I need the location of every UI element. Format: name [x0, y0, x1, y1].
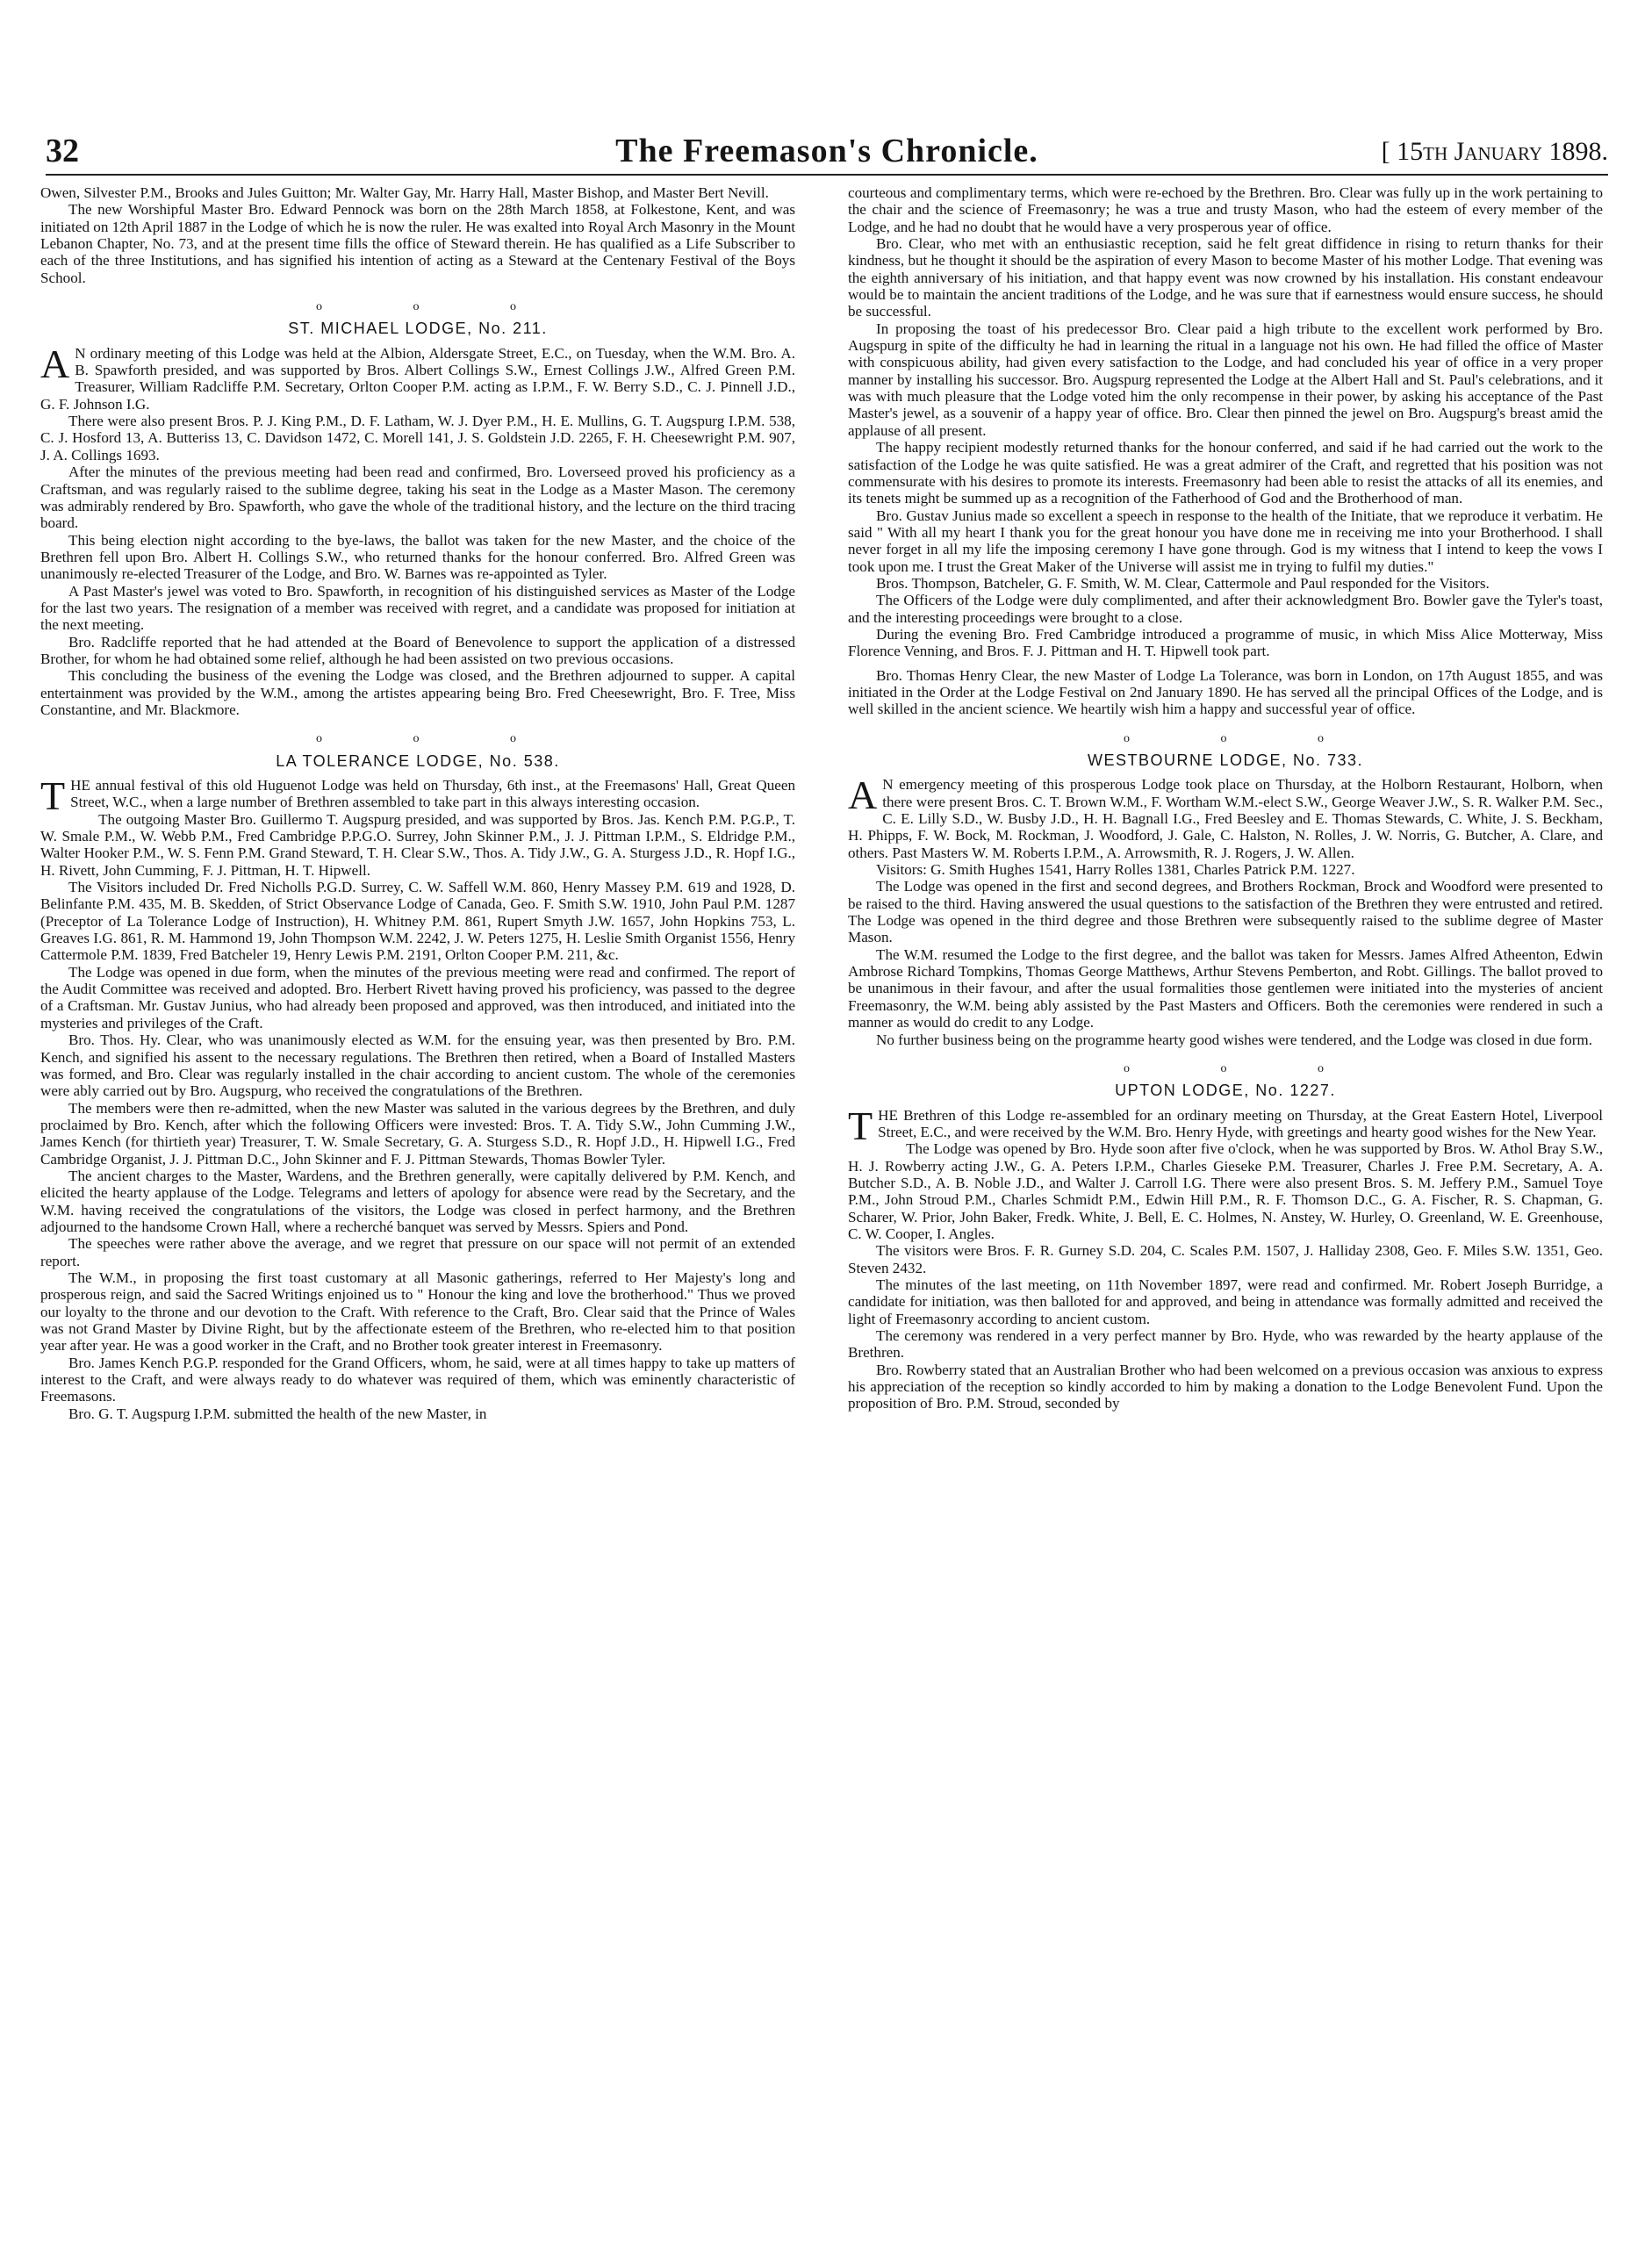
- paragraph-text: N ordinary meeting of this Lodge was held at the Albion, Aldersgate Street, E.C., on Tuesday, when the W.M. Bro. A. B. Spawforth presided, and was supported by Bros. Albert Collings S.W., Ernest Collings J.W., Alfred Green P.M. Treasurer, William Radcliffe P.M. Secretary, Orlton Cooper P.M. acting as I.P.M., F. W. Berry S.D., C. J. Pinnell J.D., G. F. Johnson I.G.: [40, 344, 795, 413]
- paragraph: The Lodge was opened in due form, when the minutes of the previous meeting were read and confirmed. The report of the Audit Committee was received and adopted. Bro. Herbert Rivett having proved his proficiency, was passed to the degree of a Craftsman. Mr. Gustav Junius, who had already been proposed and approved, was then introduced, and initiated into the mysteries and privileges of the Craft.: [40, 963, 795, 1031]
- drop-cap: T: [40, 773, 66, 818]
- paragraph: The outgoing Master Bro. Guillermo T. Augspurg presided, and was supported by Bros. Jas. Kench P.M. P.G.P., T. W. Smale P.M., W. Webb P.M., Fred Cambridge P.P.G.O. Surrey, John Skinner P.M., J. J. Pittman I.P.M., S. Eldridge P.M., Walter Hooker P.M., W. S. Fenn P.M. Grand Steward, T. H. Clear S.W., Thos. A. Tidy J.W., G. A. Sturgess J.D., R. Hopf I.G., H. Rivett, John Cumming, F. J. Pittman, H. T. Hipwell.: [40, 810, 795, 879]
- journal-title: The Freemason's Chronicle.: [615, 133, 1038, 169]
- paragraph-lead: [848, 773, 1603, 861]
- paragraph: A Past Master's jewel was voted to Bro. Spawforth, in recognition of his distinguished services as Master of the Lodge for the last two years. The resignation of a member was received with regret, and a candidate was proposed for initiation at the next meeting.: [40, 582, 795, 634]
- right-column: [848, 184, 1603, 1412]
- paragraph: The speeches were rather above the average, and we regret that pressure on our space will not permit of an extended report.: [40, 1235, 795, 1269]
- paragraph: The Officers of the Lodge were duly complimented, and after their acknowledgment Bro. Bowler gave the Tyler's toast, and the interesting proceedings were brought to a close.: [848, 592, 1603, 626]
- paragraph: This being election night according to the bye-laws, the ballot was taken for the new Master, and the choice of the Brethren fell upon Bro. Albert H. Collings S.W., who returned thanks for the honour conferred. Bro. Alfred Green was unanimously re-elected Treasurer of the Lodge, and Bro. W. Barnes was re-appointed as Tyler.: [40, 531, 795, 583]
- paragraph: The Lodge was opened by Bro. Hyde soon after five o'clock, when he was supported by Bros. W. Athol Bray S.W., H. J. Rowberry acting J.W., G. A. Peters I.P.M., Charles Gieseke P.M. Treasurer, Charles J. Free P.M. Secretary, A. A. Butcher S.D., A. B. Noble J.D., and Walter J. Carroll I.G. There were also present Bros. S. M. Jeffery P.M., Samuel Toye P.M., John Stroud P.M., Charles Schmidt P.M., Edwin Hill P.M., R. F. Thomson D.C., G. A. Fischer, R. S. Chapman, G. Scharer, W. Prior, John Baker, Fredk. White, J. Bell, E. C. Holmes, N. Anstey, W. Hurley, O. Greenland, W. E. Greenhouse, C. W. Cooper, I. Angles.: [848, 1140, 1603, 1242]
- paragraph: This concluding the business of the evening the Lodge was closed, and the Brethren adjourned to supper. A capital entertainment was provided by the W.M., among the artistes appearing being Bro. Fred Cheesewright, Bro. F. Tree, Miss Constantine, and Mr. Blackmore.: [40, 667, 795, 718]
- paragraph: The Visitors included Dr. Fred Nicholls P.G.D. Surrey, C. W. Saffell W.M. 860, Henry Massey P.M. 619 and 1928, D. Belinfante P.M. 435, M. B. Skedden, of Strict Observance Lodge of Canada, Geo. F. Smith S.W. 1910, John Paul P.M. 1287 (Preceptor of La Tolerance Lodge of Instruction), H. Whitney P.M. 861, Rupert Smyth J.W. 1657, John Hopkins 753, L. Greaves I.G. 861, R. M. Hammond 19, John Thompson W.M. 2242, J. W. Peters 1275, H. Leslie Smith Organist 1556, Henry Cattermole P.M. 1839, Fred Batcheler 19, Henry Lewis P.M. 2191, Orlton Cooper P.M. 211, &c.: [40, 879, 795, 964]
- paragraph: The members were then re-admitted, when the new Master was saluted in the various degrees by the Brethren, and duly proclaimed by Bro. Kench, after which the following Officers were invested: Bros. T. A. Tidy S.W., John Cumming J.W., James Kench (for thirtieth year) Treasurer, T. W. Smale Secretary, G. A. Sturgess S.D., R. Hopf J.D., H. Hipwell I.G., Fred Cambridge Organist, J. J. Pittman D.C., John Skinner and F. J. Pittman Stewards, Thomas Bowler Tyler.: [40, 1099, 795, 1168]
- paragraph-lead: [40, 341, 795, 413]
- section-heading-la-tolerance: LA TOLERANCE LODGE, No. 538.: [276, 751, 560, 770]
- section-heading-upton: UPTON LODGE, No. 1227.: [1115, 1082, 1336, 1100]
- paragraph: Bro. Thomas Henry Clear, the new Master of Lodge La Tolerance, was born in London, on 17th August 1855, and was initiated in the Order at the Lodge Festival on 2nd January 1890. He has served all the principal Offices of the Lodge, and is well skilled in the ancient science. We heartily wish him a happy and successful year of office.: [848, 666, 1603, 718]
- paragraph: Bro. Rowberry stated that an Australian Brother who had been welcomed on a previous occasion was anxious to express his appreciation of the reception so kindly accorded to him by making a donation to the Lodge Benevolent Fund. Upon the proposition of Bro. P.M. Stroud, seconded by: [848, 1361, 1603, 1412]
- paragraph: Bros. Thompson, Batcheler, G. F. Smith, W. M. Clear, Cattermole and Paul responded for the Visitors.: [876, 574, 1490, 592]
- paragraph: Bro. Thos. Hy. Clear, who was unanimously elected as W.M. for the ensuing year, was then presented by Bro. P.M. Kench, and signified his assent to the necessary regulations. The Brethren then retired, when a Board of Installed Masters was formed, and Bro. Clear was regularly installed in the chair according to ancient custom. The whole of the ceremonies were ably carried out by Bro. Augspurg, who received the congratulations of the Brethren.: [40, 1031, 795, 1100]
- paragraph: Bro. Radcliffe reported that he had attended at the Board of Benevolence to support the application of a distressed Brother, for whom he had obtained some relief, although he had been assisted on two previous occasions.: [40, 633, 795, 667]
- paragraph: In proposing the toast of his predecessor Bro. Clear paid a high tribute to the excellent work performed by Bro. Augspurg in spite of the difficulty he had in learning the ritual in a language not his own. He had filled the office of Master with conspicuous ability, had given every satisfaction to the Lodge, and had concluded his year of office in a very proper manner by installing his successor. Bro. Augspurg represented the Lodge at the Albert Hall and St. Paul's celebrations, and it was with much pleasure that the Lodge voted him the only recompense in their power, by asking his acceptance of the Past Master's jewel, as a souvenir of a happy year of office. Bro. Clear then pinned the jewel on Bro. Augspurg's breast amid the applause of all present.: [848, 320, 1603, 439]
- paragraph: The minutes of the last meeting, on 11th November 1897, were read and confirmed. Mr. Robert Joseph Burridge, a candidate for initiation, was then balloted for and approved, and being in attendance was formally admitted and received the light of Freemasonry according to ancient custom.: [848, 1276, 1603, 1327]
- paragraph-text: HE annual festival of this old Huguenot Lodge was held on Thursday, 6th inst., at the Freemasons' Hall, Great Queen Street, W.C., when a large number of Brethren assembled to take part in this always interesting occasion.: [70, 777, 795, 811]
- paragraph: Bro. Clear, who met with an enthusiastic reception, said he felt great diffidence in rising to return thanks for their kindness, but he thought it should be the aspiration of every Mason to become Master of his mother Lodge. That evening was the eighth anniversary of his initiation, and that happy event was now crowned by his installation. His constant endeavour would be to maintain the ancient traditions of the Lodge, and he was sure that if earnestness would ensure success, he should be successful.: [848, 235, 1603, 320]
- drop-cap: A: [40, 341, 70, 386]
- paragraph-lead: [848, 1103, 1603, 1148]
- paragraph-text: N emergency meeting of this prosperous Lodge took place on Thursday, at the Holborn Restaurant, Holborn, when there were present Bros. C. T. Brown W.M., F. Wortham W.M.-elect S.W., George Weaver J.W., S. R. Walker P.M. Sec., C. E. Lilly S.D., W. Busby J.D., H. H. Bagnall I.G., Fred Beesley and E. Thomas Stewards, C. White, J. S. Beckham, H. Phipps, F. W. Bock, M. Rockman, J. Woodford, J. Gale, C. Halston, N. Rolles, J. W. Norris, G. Butcher, A. Clare, and others. Past Masters W. M. Roberts I.P.M., A. Arrowsmith, R. J. Rogers, J. W. Allen.: [848, 776, 1603, 861]
- drop-cap: A: [848, 773, 878, 818]
- paragraph: Bro. Gustav Junius made so excellent a speech in response to the health of the Initiate, that we reproduce it verbatim. He said " With all my heart I thank you for the great honour you have done me in receiving me into your Brotherhood. I shall never forget in all my life the imposing ceremony I have gone through. God is my witness that I intend to keep the vows I took upon me. I trust the Great Maker of the Universe will assist me in trying to fulfil my duties.": [848, 507, 1603, 575]
- paragraph: During the evening Bro. Fred Cambridge introduced a programme of music, in which Miss Alice Motterway, Miss Florence Venning, and Bros. F. J. Pittman and H. T. Hipwell took part.: [848, 625, 1603, 660]
- paragraph: courteous and complimentary terms, which were re-echoed by the Brethren. Bro. Clear was fully up in the work pertaining to the chair and the science of Freemasonry; he was a true and trusty Mason, who had the esteem of every member of the Lodge, and he had no doubt that he would have a very prosperous year of office.: [848, 184, 1603, 235]
- issue-date: [ 15th January 1898.: [1381, 137, 1608, 166]
- section-separator: o o o: [316, 300, 560, 314]
- section-separator: o o o: [1124, 731, 1368, 745]
- section-separator: o o o: [1124, 1061, 1368, 1075]
- paragraph: There were also present Bros. P. J. King P.M., D. F. Latham, W. J. Dyer P.M., H. E. Mullins, G. T. Augspurg I.P.M. 538, C. J. Hosford 13, A. Butteriss 13, C. Davidson 1472, C. Morell 141, J. S. Goldstein J.D. 2265, F. H. Cheesewright P.M. 907, J. A. Collings 1693.: [40, 413, 795, 464]
- left-column: [40, 184, 795, 1422]
- paragraph: Bro. James Kench P.G.P. responded for the Grand Officers, whom, he said, were at all times happy to take up matters of interest to the Craft, and were always ready to do whatever was required of them, which was eminently characteristic of Freemasons.: [40, 1354, 795, 1405]
- paragraph: Bro. G. T. Augspurg I.P.M. submitted the health of the new Master, in: [68, 1405, 487, 1422]
- paragraph: The happy recipient modestly returned thanks for the honour conferred, and said if he had carried out the work to the satisfaction of the Lodge he was quite satisfied. He was a great admirer of the Craft, and regretted that his position was not commensurate with his desires to promote its interests. Freemasonry had been able to resist the attacks of all its enemies, and its tenets might be summed up as a recognition of the Fatherhood of God and the Brotherhood of man.: [848, 439, 1603, 507]
- masthead: [46, 132, 1608, 176]
- paragraph-lead: [40, 773, 795, 818]
- section-heading-st-michael: ST. MICHAEL LODGE, No. 211.: [288, 320, 548, 338]
- paragraph: The W.M. resumed the Lodge to the first degree, and the ballot was taken for Messrs. James Alfred Atheenton, Edwin Ambrose Richard Tompkins, Thomas George Matthews, Arthur Stevens Pemberton, and Robt. Gillings. The ballot proved to be unanimous in their favour, and after the usual formalities those gentlemen were initiated into the mysteries of ancient Freemasonry, the W.M. being ably assisted by the Past Masters and Officers. Both the ceremonies were rendered in such a manner as would do credit to any Lodge.: [848, 945, 1603, 1031]
- paragraph: The visitors were Bros. F. R. Gurney S.D. 204, C. Scales P.M. 1507, J. Halliday 2308, Geo. F. Miles S.W. 1351, Geo. Steven 2432.: [848, 1242, 1603, 1276]
- paragraph-text: HE Brethren of this Lodge re-assembled for an ordinary meeting on Thursday, at the Great Eastern Hotel, Liverpool Street, E.C., and were received by the W.M. Bro. Henry Hyde, with greetings and hearty good wishes for the New Year.: [878, 1106, 1603, 1140]
- drop-cap: T: [848, 1103, 873, 1148]
- paragraph: The new Worshipful Master Bro. Edward Pennock was born on the 28th March 1858, at Folkestone, Kent, and was initiated on 12th April 1887 in the Lodge of which he is now the ruler. He was exalted into Royal Arch Masonry in the Mount Lebanon Chapter, No. 73, and at the present time fills the office of Steward therein. He has qualified as a Life Subscriber to each of the three Institutions, and has signified his intention of acting as a Steward at the Centenary Festival of the Boys School.: [40, 201, 795, 286]
- paragraph: After the minutes of the previous meeting had been read and confirmed, Bro. Loverseed proved his proficiency as a Craftsman, and was regularly raised to the sublime degree, taking his seat in the Lodge as a Master Mason. The ceremony was admirably rendered by Bro. Spawforth, who gave the whole of the traditional history, and the lecture on the third tracing board.: [40, 464, 795, 532]
- paragraph: The Lodge was opened in the first and second degrees, and Brothers Rockman, Brock and Woodford were presented to be raised to the third. Having answered the usual questions to the satisfaction of the Brethren they were entrusted and retired. The Lodge was opened in the third degree and those Brethren were subsequently raised to the sublime degree of Master Mason.: [848, 878, 1603, 946]
- section-separator: o o o: [316, 732, 560, 746]
- paragraph: The ceremony was rendered in a very perfect manner by Bro. Hyde, who was rewarded by the hearty applause of the Brethren.: [848, 1327, 1603, 1362]
- paragraph: The ancient charges to the Master, Wardens, and the Brethren generally, were capitally delivered by P.M. Kench, and elicited the hearty applause of the Lodge. Telegrams and letters of apology for absence were read by the Secretary, and the W.M. having received the congratulations of the visitors, the Lodge was closed in perfect harmony, and the Brethren adjourned to the handsome Crown Hall, where a recherché banquet was served by Messrs. Spiers and Pond.: [40, 1167, 795, 1235]
- paragraph: Owen, Silvester P.M., Brooks and Jules Guitton; Mr. Walter Gay, Mr. Harry Hall, Master Bishop, and Master Bert Nevill.: [40, 184, 769, 201]
- paragraph: No further business being on the programme hearty good wishes were tendered, and the Lodge was closed in due form.: [876, 1031, 1592, 1048]
- paragraph: The W.M., in proposing the first toast customary at all Masonic gatherings, referred to Her Majesty's long and prosperous reign, and said the Sacred Writings enjoined us to " Honour the king and love the brotherhood." Thus we proved our loyalty to the throne and our devotion to the Craft. With reference to the Craft, Bro. Clear said that the Prince of Wales was not Grand Master by Divine Right, but by the affectionate esteem of the Brethren, who re-elected him to that position year after year. He was a good worker in the Craft, and no Brother took greater interest in Freemasonry.: [40, 1269, 795, 1355]
- section-heading-westbourne: WESTBOURNE LODGE, No. 733.: [1087, 751, 1364, 769]
- paragraph: Visitors: G. Smith Hughes 1541, Harry Rolles 1381, Charles Patrick P.M. 1227.: [876, 861, 1355, 879]
- page-number: 32: [46, 133, 79, 169]
